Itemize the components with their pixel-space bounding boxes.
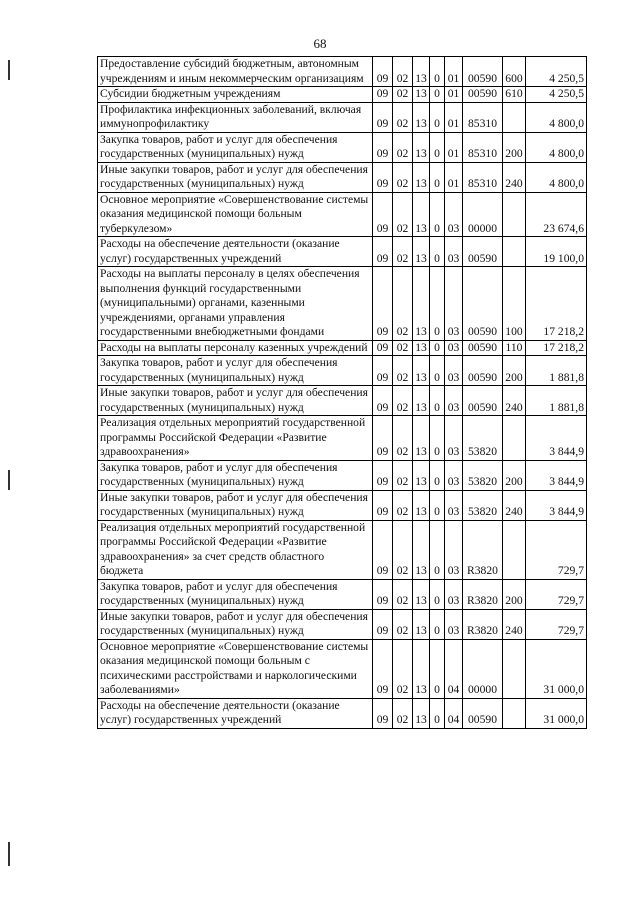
program-code: 13	[413, 87, 430, 103]
main-event-code: 01	[445, 57, 463, 87]
direction-code: R3820	[463, 579, 503, 609]
table-body	[98, 57, 587, 729]
table-row	[98, 192, 587, 237]
table-row	[98, 579, 587, 609]
section-code: 09	[373, 87, 393, 103]
expense-name: Иные закупки товаров, работ и услуг для обеспечения государственных (муниципальных) нужд	[98, 490, 373, 520]
table-row	[98, 520, 587, 579]
expense-name: Реализация отдельных мероприятий государственной программы Российской Федерации «Развитие здравоохранения»	[98, 416, 373, 461]
direction-code: 00590	[463, 267, 503, 341]
program-code: 13	[413, 609, 430, 639]
program-code: 13	[413, 340, 430, 356]
subsection-code: 02	[393, 132, 413, 162]
subsection-code: 02	[393, 579, 413, 609]
section-code: 09	[373, 490, 393, 520]
main-event-code: 01	[445, 162, 463, 192]
subprogram-code: 0	[430, 520, 445, 579]
amount-value: 4 250,5	[526, 87, 587, 103]
expense-name: Иные закупки товаров, работ и услуг для обеспечения государственных (муниципальных) нужд	[98, 162, 373, 192]
expense-name: Закупка товаров, работ и услуг для обеспечения государственных (муниципальных) нужд	[98, 460, 373, 490]
expense-name: Основное мероприятие «Совершенствование системы оказания медицинской помощи больным туберкулезом»	[98, 192, 373, 237]
subsection-code: 02	[393, 57, 413, 87]
main-event-code: 03	[445, 267, 463, 341]
subsection-code: 02	[393, 237, 413, 267]
section-code: 09	[373, 340, 393, 356]
section-code: 09	[373, 237, 393, 267]
subprogram-code: 0	[430, 416, 445, 461]
amount-value: 729,7	[526, 579, 587, 609]
program-code: 13	[413, 639, 430, 698]
subprogram-code: 0	[430, 698, 445, 728]
table-row	[98, 87, 587, 103]
expense-name: Субсидии бюджетным учреждениям	[98, 87, 373, 103]
amount-value: 19 100,0	[526, 237, 587, 267]
table-row	[98, 267, 587, 341]
main-event-code: 03	[445, 340, 463, 356]
section-code: 09	[373, 57, 393, 87]
direction-code: 00590	[463, 340, 503, 356]
expense-type-code: 110	[503, 340, 526, 356]
subsection-code: 02	[393, 162, 413, 192]
subprogram-code: 0	[430, 639, 445, 698]
section-code: 09	[373, 386, 393, 416]
expense-type-code: 610	[503, 87, 526, 103]
table-row	[98, 639, 587, 698]
main-event-code: 03	[445, 416, 463, 461]
program-code: 13	[413, 386, 430, 416]
main-event-code: 01	[445, 102, 463, 132]
table-row	[98, 237, 587, 267]
table-row	[98, 57, 587, 87]
main-event-code: 01	[445, 87, 463, 103]
section-code: 09	[373, 639, 393, 698]
subsection-code: 02	[393, 490, 413, 520]
amount-value: 729,7	[526, 609, 587, 639]
subprogram-code: 0	[430, 87, 445, 103]
subprogram-code: 0	[430, 102, 445, 132]
expense-name: Предоставление субсидий бюджетным, автономным учреждениям и иным некоммерческим организациям	[98, 57, 373, 87]
program-code: 13	[413, 192, 430, 237]
section-code: 09	[373, 698, 393, 728]
program-code: 13	[413, 57, 430, 87]
direction-code: 85310	[463, 132, 503, 162]
expense-name: Расходы на выплаты персоналу в целях обеспечения выполнения функций государственными (муниципальными) органами, казенными учреждениями, органами управления государственными внебюджетными фондами	[98, 267, 373, 341]
main-event-code: 03	[445, 192, 463, 237]
direction-code: 00590	[463, 57, 503, 87]
table-row	[98, 356, 587, 386]
expense-name: Иные закупки товаров, работ и услуг для обеспечения государственных (муниципальных) нужд	[98, 386, 373, 416]
subsection-code: 02	[393, 639, 413, 698]
direction-code: R3820	[463, 609, 503, 639]
expense-type-code: 200	[503, 132, 526, 162]
subsection-code: 02	[393, 267, 413, 341]
expense-type-code: 200	[503, 579, 526, 609]
amount-value: 17 218,2	[526, 267, 587, 341]
direction-code: 00590	[463, 87, 503, 103]
subprogram-code: 0	[430, 237, 445, 267]
table-row	[98, 340, 587, 356]
main-event-code: 03	[445, 237, 463, 267]
subprogram-code: 0	[430, 162, 445, 192]
main-event-code: 04	[445, 698, 463, 728]
subsection-code: 02	[393, 520, 413, 579]
amount-value: 31 000,0	[526, 698, 587, 728]
expense-type-code: 240	[503, 609, 526, 639]
budget-table	[97, 56, 587, 729]
expense-type-code: 200	[503, 356, 526, 386]
section-code: 09	[373, 356, 393, 386]
page-number: 68	[313, 36, 327, 51]
section-code: 09	[373, 132, 393, 162]
expense-type-code: 240	[503, 490, 526, 520]
expense-type-code	[503, 698, 526, 728]
direction-code: 00590	[463, 356, 503, 386]
direction-code: 00590	[463, 698, 503, 728]
main-event-code: 03	[445, 520, 463, 579]
expense-name: Закупка товаров, работ и услуг для обеспечения государственных (муниципальных) нужд	[98, 132, 373, 162]
expense-name: Иные закупки товаров, работ и услуг для обеспечения государственных (муниципальных) нужд	[98, 609, 373, 639]
subprogram-code: 0	[430, 460, 445, 490]
main-event-code: 03	[445, 460, 463, 490]
expense-type-code: 240	[503, 162, 526, 192]
subprogram-code: 0	[430, 340, 445, 356]
subprogram-code: 0	[430, 192, 445, 237]
section-code: 09	[373, 267, 393, 341]
table-row	[98, 386, 587, 416]
subprogram-code: 0	[430, 490, 445, 520]
margin-mark	[8, 60, 10, 80]
section-code: 09	[373, 416, 393, 461]
expense-type-code	[503, 639, 526, 698]
subprogram-code: 0	[430, 267, 445, 341]
subsection-code: 02	[393, 460, 413, 490]
margin-mark	[8, 470, 10, 490]
amount-value: 3 844,9	[526, 490, 587, 520]
expense-type-code: 240	[503, 386, 526, 416]
direction-code: 00590	[463, 386, 503, 416]
subprogram-code: 0	[430, 57, 445, 87]
section-code: 09	[373, 579, 393, 609]
subsection-code: 02	[393, 87, 413, 103]
expense-type-code	[503, 416, 526, 461]
expense-type-code: 100	[503, 267, 526, 341]
table-row	[98, 490, 587, 520]
amount-value: 17 218,2	[526, 340, 587, 356]
expense-name: Реализация отдельных мероприятий государственной программы Российской Федерации «Развитие здравоохранения» за счет средств областного бюджета	[98, 520, 373, 579]
amount-value: 3 844,9	[526, 460, 587, 490]
direction-code: 00000	[463, 192, 503, 237]
section-code: 09	[373, 192, 393, 237]
table-row	[98, 460, 587, 490]
table-row	[98, 102, 587, 132]
direction-code: 85310	[463, 162, 503, 192]
amount-value: 1 881,8	[526, 386, 587, 416]
subsection-code: 02	[393, 340, 413, 356]
program-code: 13	[413, 132, 430, 162]
expense-name: Профилактика инфекционных заболеваний, включая иммунопрофилактику	[98, 102, 373, 132]
program-code: 13	[413, 356, 430, 386]
main-event-code: 04	[445, 639, 463, 698]
direction-code: 00000	[463, 639, 503, 698]
amount-value: 3 844,9	[526, 416, 587, 461]
program-code: 13	[413, 460, 430, 490]
expense-type-code	[503, 192, 526, 237]
program-code: 13	[413, 520, 430, 579]
main-event-code: 03	[445, 609, 463, 639]
subprogram-code: 0	[430, 609, 445, 639]
direction-code: R3820	[463, 520, 503, 579]
program-code: 13	[413, 102, 430, 132]
direction-code: 53820	[463, 490, 503, 520]
table-row	[98, 162, 587, 192]
expense-type-code	[503, 520, 526, 579]
section-code: 09	[373, 460, 393, 490]
subprogram-code: 0	[430, 132, 445, 162]
expense-name: Расходы на обеспечение деятельности (оказание услуг) государственных учреждений	[98, 237, 373, 267]
subsection-code: 02	[393, 102, 413, 132]
amount-value: 4 800,0	[526, 102, 587, 132]
amount-value: 1 881,8	[526, 356, 587, 386]
expense-name: Основное мероприятие «Совершенствование системы оказания медицинской помощи больным с психическими расстройствами и наркологическими заболеваниями»	[98, 639, 373, 698]
direction-code: 53820	[463, 460, 503, 490]
main-event-code: 03	[445, 356, 463, 386]
direction-code: 85310	[463, 102, 503, 132]
program-code: 13	[413, 416, 430, 461]
subsection-code: 02	[393, 192, 413, 237]
main-event-code: 01	[445, 132, 463, 162]
main-event-code: 03	[445, 490, 463, 520]
amount-value: 4 800,0	[526, 162, 587, 192]
subsection-code: 02	[393, 386, 413, 416]
amount-value: 23 674,6	[526, 192, 587, 237]
main-event-code: 03	[445, 579, 463, 609]
main-event-code: 03	[445, 386, 463, 416]
expense-type-code	[503, 102, 526, 132]
expense-name: Расходы на обеспечение деятельности (оказание услуг) государственных учреждений	[98, 698, 373, 728]
subsection-code: 02	[393, 416, 413, 461]
table-row	[98, 698, 587, 728]
subprogram-code: 0	[430, 579, 445, 609]
section-code: 09	[373, 520, 393, 579]
subsection-code: 02	[393, 609, 413, 639]
amount-value: 4 800,0	[526, 132, 587, 162]
program-code: 13	[413, 267, 430, 341]
expense-type-code: 200	[503, 460, 526, 490]
program-code: 13	[413, 698, 430, 728]
program-code: 13	[413, 490, 430, 520]
program-code: 13	[413, 162, 430, 192]
expense-type-code	[503, 237, 526, 267]
margin-mark	[8, 842, 10, 866]
subsection-code: 02	[393, 698, 413, 728]
program-code: 13	[413, 579, 430, 609]
section-code: 09	[373, 162, 393, 192]
expense-name: Закупка товаров, работ и услуг для обеспечения государственных (муниципальных) нужд	[98, 579, 373, 609]
expense-name: Расходы на выплаты персоналу казенных учреждений	[98, 340, 373, 356]
table-row	[98, 132, 587, 162]
direction-code: 53820	[463, 416, 503, 461]
program-code: 13	[413, 237, 430, 267]
subsection-code: 02	[393, 356, 413, 386]
expense-type-code: 600	[503, 57, 526, 87]
section-code: 09	[373, 609, 393, 639]
amount-value: 4 250,5	[526, 57, 587, 87]
direction-code: 00590	[463, 237, 503, 267]
expense-name: Закупка товаров, работ и услуг для обеспечения государственных (муниципальных) нужд	[98, 356, 373, 386]
amount-value: 31 000,0	[526, 639, 587, 698]
subprogram-code: 0	[430, 386, 445, 416]
table-row	[98, 416, 587, 461]
amount-value: 729,7	[526, 520, 587, 579]
subprogram-code: 0	[430, 356, 445, 386]
table-row	[98, 609, 587, 639]
section-code: 09	[373, 102, 393, 132]
